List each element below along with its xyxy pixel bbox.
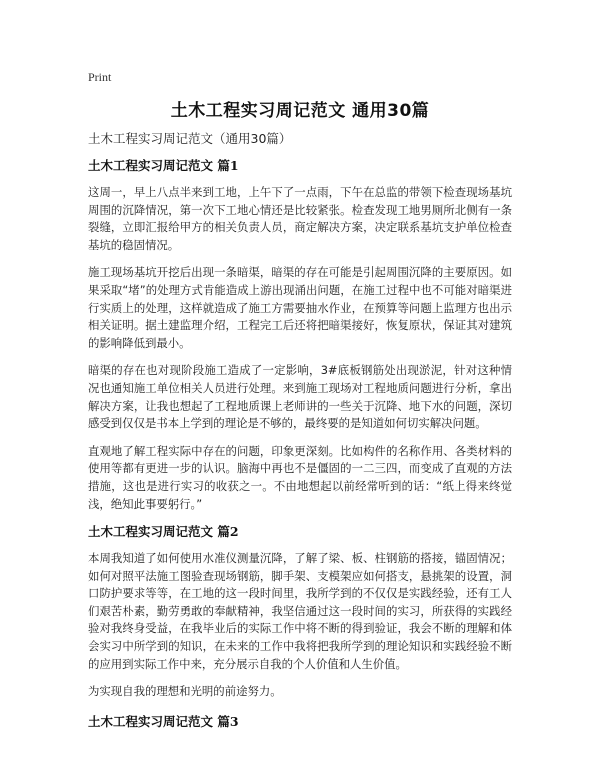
paragraph: 暗渠的存在也对现阶段施工造成了一定影响，3#底板钢筋处出现淤泥，针对这种情况也通知施工单位相关人员进行处理。来到施工现场对工程地质问题进行分析，拿出解决方案，让我也想起了工程地质课上老师讲的一些关于沉降、地下水的问题，深切感受到仅仅是书本上学到的理论是不够的，最终要的是知道如何切实解决问题。	[88, 363, 512, 431]
paragraph: 为实现自我的理想和光明的前途努力。	[88, 684, 282, 699]
page-title: 土木工程实习周记范文 通用30篇	[170, 101, 430, 121]
section-heading: 土木工程实习周记范文 篇3	[88, 713, 239, 729]
paragraph: 直观地了解工程实际中存在的问题，印象更深刻。比如构件的名称作用、各类材料的使用等都有更进一步的认识。脑海中再也不是僵固的一二三四，而变成了直观的方法措施，这也是进行实习的收获之一。不由地想起以前经常听到的话：“纸上得来终觉浅，绝知此事要躬行。”	[88, 443, 512, 511]
document-subtitle: 土木工程实习周记范文（通用30篇）	[88, 131, 292, 146]
print-label: Print	[88, 70, 112, 84]
paragraph: 这周一，早上八点半来到工地，上午下了一点雨，下午在总监的带领下检查现场基坑周围的沉降情况，第一次下工地心情还是比较紧张。检查发现工地男厕所北侧有一条裂缝，立即汇报给甲方的相关负责人员，商定解决方案，决定联系基坑支护单位检查基坑的稳固情况。	[88, 185, 512, 252]
section-2	[88, 523, 512, 701]
section-1	[88, 157, 512, 513]
section-heading: 土木工程实习周记范文 篇1	[88, 158, 239, 173]
section-3	[88, 713, 512, 731]
paragraph: 本周我知道了如何使用水准仪测量沉降，了解了梁、板、柱钢筋的搭接，锚固情况；如何对照平法施工图验查现场钢筋，脚手架、支模架应如何搭支，悬挑架的设置，洞口防护要求等等，在工地的这一段时间里，我所学到的不仅仅是实践经验，还有工人们艰苦朴素，勤劳勇敢的奉献精神，我坚信通过这一段时间的实习，所获得的实践经验对我终身受益，在我毕业后的实际工作中将不断的得到验证，我会不断的理解和体会实习中所学到的知识，在未来的工作中我将把我所学到的理论知识和实践经验不断的应用到实际工作中来，充分展示自我的个人价值和人生价值。	[88, 551, 512, 671]
section-heading: 土木工程实习周记范文 篇2	[88, 524, 239, 540]
document-body	[88, 130, 512, 740]
paragraph: 施工现场基坑开挖后出现一条暗渠，暗渠的存在可能是引起周围沉降的主要原因。如果采取“堵”的处理方式肯能造成上游出现涌出问题，在施工过程中也不可能对暗渠进行实质上的处理，这样就造成了施工方需要抽水作业，在预算等问题上监理方也出示相关证明。据土建监理介绍，工程完工后还将把暗渠接好，恢复原状，保证其对建筑的影响降低到最小。	[88, 265, 512, 350]
